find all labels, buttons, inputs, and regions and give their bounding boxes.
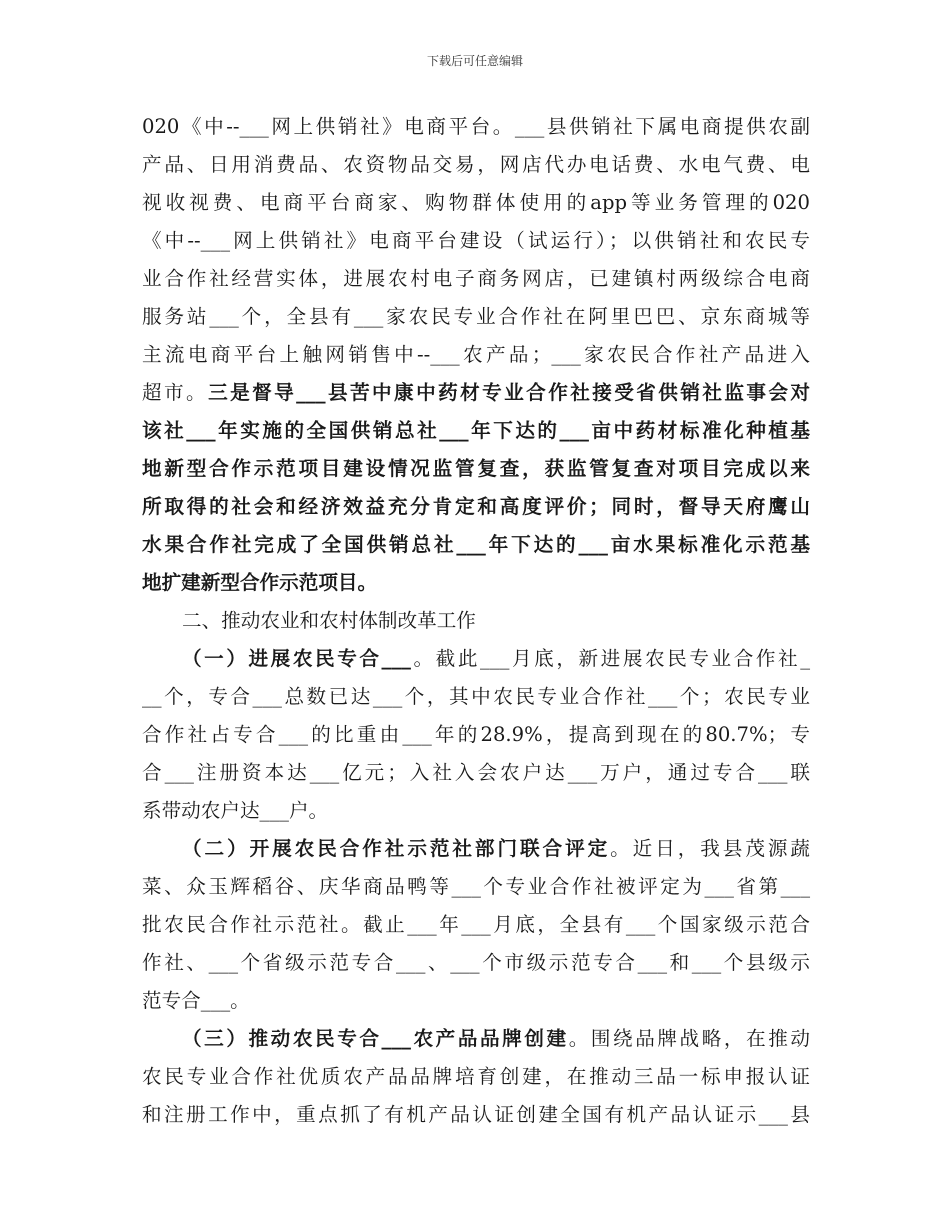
subheading-span: （二）开展农民合作社示范社部门联合评定 [182,837,611,860]
text-line-mixed [142,640,810,678]
text-line: 农民专业合作社优质农产品品牌培育创建，在推动三品一标申报认证 [142,1065,810,1088]
text-line: __个，专合___总数已达___个，其中农民专业合作社___个；农民专业 [142,685,810,708]
text-line: 菜、众玉辉稻谷、庆华商品鸭等___个专业合作社被评定为___省第___ [142,875,810,898]
paragraph-cooperatives [142,640,810,830]
document-body [142,108,810,1134]
text-span: 。围绕品牌战略，在推动 [568,1027,811,1050]
bold-text-line: 该社___年实施的全国供销总社___年下达的___亩中药材标准化种植基 [142,419,810,442]
text-line: 批农民合作社示范社。截止___年___月底，全县有___个国家级示范合 [142,913,810,936]
text-line: 产品、日用消费品、农资物品交易，网店代办电话费、水电气费、电 [142,153,810,176]
page-header: 下载后可任意编辑 [426,54,523,68]
paragraph-ecommerce [142,108,810,602]
text-line: 《中--___网上供销社》电商平台建设（试运行）；以供销社和农民专 [142,229,810,252]
text-line: 作社、___个省级示范专合___、___个市级示范专合___和___个县级示 [142,951,810,974]
subheading-span: （三）推动农民专合___农产品品牌创建 [182,1027,569,1050]
bold-text-line: 地扩建新型合作示范项目。 [142,571,378,594]
text-line-mixed [142,374,810,412]
paragraph-demonstration [142,830,810,1020]
text-line: 视收视费、电商平台商家、购物群体使用的app等业务管理的020 [142,191,810,214]
text-line: 系带动农户达___户。 [142,799,329,822]
text-line: 服务站___个，全县有___家农民专业合作社在阿里巴巴、京东商城等 [142,305,810,328]
text-line: 和注册工作中，重点抓了有机产品认证创建全国有机产品认证示___县 [142,1103,810,1126]
bold-text-line: 水果合作社完成了全国供销总社___年下达的___亩水果标准化示范基 [142,533,810,556]
text-line: 主流电商平台上触网销售中--___农产品；___家农民合作社产品进入 [142,343,810,366]
bold-text-line: 所取得的社会和经济效益充分肯定和高度评价；同时，督导天府鹰山 [142,495,810,518]
text-line-mixed [142,1020,810,1058]
text-line: 业合作社经营实体，进展农村电子商务网店，已建镇村两级综合电商 [142,267,810,290]
section-heading: 二、推动农业和农村体制改革工作 [182,609,476,632]
paragraph-branding [142,1020,810,1134]
text-line: 合___注册资本达___亿元；入社入会农户达___万户，通过专合___联 [142,761,810,784]
text-span: 。截此___月底，新进展农民专业合作社_ [410,647,811,670]
text-span: 。近日，我县茂源蔬 [610,837,811,860]
subheading-span: （一）进展农民专合___ [182,647,411,670]
text-line-mixed [142,830,810,868]
bold-text-line: 地新型合作示范项目建设情况监管复查，获监管复查对项目完成以来 [142,457,810,480]
text-line: 合作社占专合___的比重由___年的28.9%，提高到现在的80.7%；专 [142,723,810,746]
text-line: 020《中--___网上供销社》电商平台。___县供销社下属电商提供农副 [142,115,810,138]
bold-text-span: 三是督导___县苦中康中药材专业合作社接受省供销社监事会对 [208,381,811,404]
text-span: 超市。 [142,381,209,404]
text-line: 范专合___。 [142,989,250,1012]
